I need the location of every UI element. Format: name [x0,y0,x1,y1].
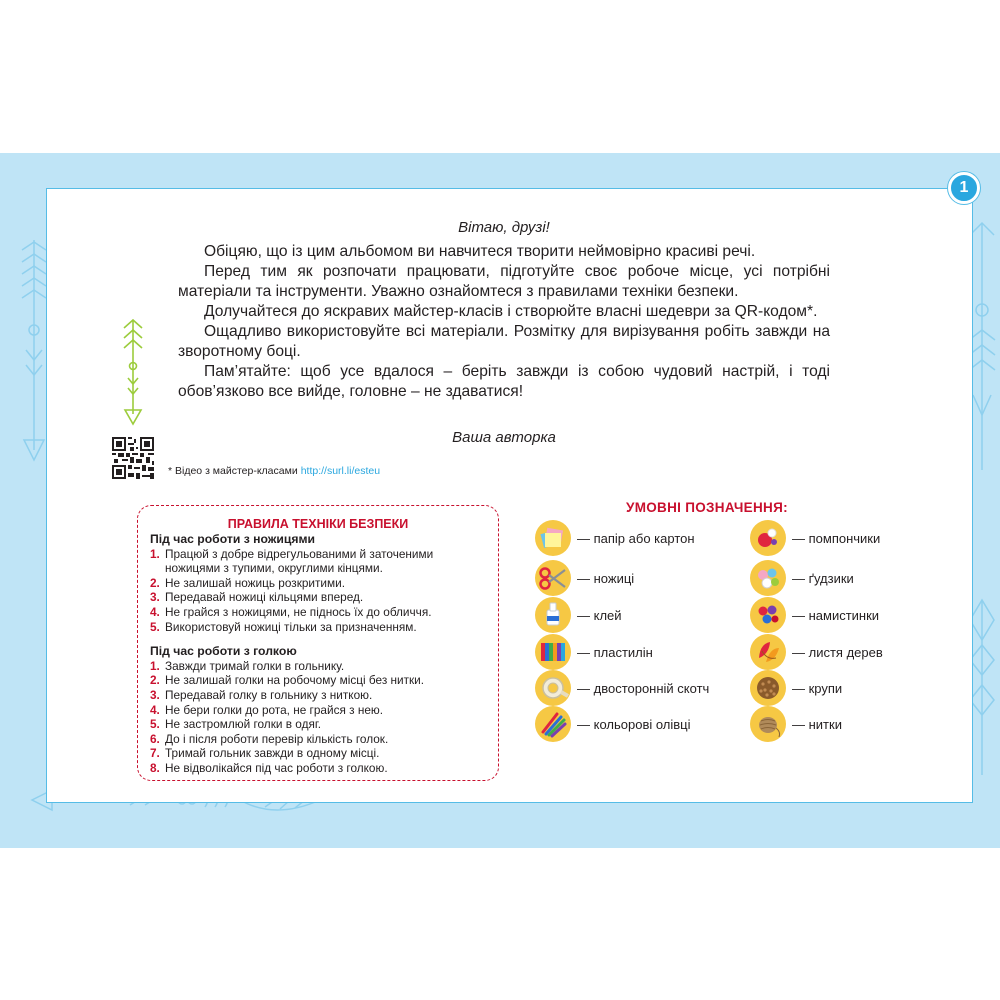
list-item [150,547,486,576]
intro-paragraph: Ощадливо використовуйте всі матеріали. Розмітку для вирізування робіть завжди на зворотному боці. [178,323,830,360]
legend-label: — двосторонній скотч [577,680,710,696]
rule-text: Передавай голку в гольнику з ниткою. [165,687,373,702]
list-item [150,620,486,635]
list-item [150,576,486,591]
legend-item [535,520,695,556]
rule-number: 5. [150,619,160,634]
beads-icon [750,597,786,633]
legend-label: — намистинки [792,607,880,623]
greeting-heading: Вітаю, друзі! [458,219,550,236]
legend-item [535,670,709,706]
list-item [150,746,486,761]
rule-number: 3. [150,687,160,702]
list-item [150,761,486,776]
legend-item [750,597,879,633]
rule-number: 7. [150,746,160,761]
rule-number: 4. [150,702,160,717]
list-item [150,717,486,732]
legend-label: — кольорові олівці [577,716,691,732]
glue-icon [535,597,571,633]
safety-rules-title: ПРАВИЛА ТЕХНІКИ БЕЗПЕКИ [227,517,409,531]
list-item [150,673,486,688]
rule-number: 2. [150,673,160,688]
scissors-rules-list [150,547,486,635]
rule-text: Не залишай голки на робочому місці без нитки. [165,673,425,688]
paper-icon [535,520,571,556]
list-item [150,659,486,674]
video-link[interactable]: http://surl.li/esteu [300,465,381,477]
legend-item [750,634,883,670]
legend-item [750,670,842,706]
leaves-icon [750,634,786,670]
rule-text: Не залишай ножиць розкритими. [165,575,345,590]
legend-label: — листя дерев [792,644,883,660]
legend-label: — крупи [792,680,843,696]
list-item [150,688,486,703]
thread-icon [750,706,786,742]
rule-number: 6. [150,731,160,746]
video-note-text: * Відео з майстер-класами [168,465,298,477]
rule-text: Передавай ножиці кільцями вперед. [165,590,364,605]
intro-paragraph: Пам’ятайте: щоб усе вдалося – беріть завжди із собою чудовий настрій, і тоді обов’язково все вийде, головне – не здаватися! [178,363,830,400]
legend-item [750,520,880,556]
green-arrow-ornament-icon [120,318,146,426]
rule-text: Не відволікайся під час роботи з голкою. [165,760,388,775]
legend-label: — ґудзики [792,570,854,586]
pompom-icon [750,520,786,556]
list-item [150,605,486,620]
list-item [150,732,486,747]
page-number-badge: 1 [948,172,980,204]
safety-rules-box [137,505,499,781]
needle-rules-list [150,659,486,776]
tape-icon [535,670,571,706]
legend-title: УМОВНІ ПОЗНАЧЕННЯ: [626,500,788,515]
grains-icon [750,670,786,706]
needle-rules-heading: Під час роботи з голкою [150,644,297,659]
rule-number: 5. [150,717,160,732]
rule-text: Тримай гольник завжди в одному місці. [165,746,380,761]
rule-number: 8. [150,760,160,775]
legend-item [535,560,634,596]
rule-text: Завжди тримай голки в гольнику. [165,658,345,673]
legend-item [535,634,653,670]
legend-label: — помпончики [792,530,881,546]
intro-text [178,242,830,402]
plasticine-icon [535,634,571,670]
rule-text: Не грайся з ножицями, не піднось їх до обличчя. [165,604,432,619]
rule-number: 3. [150,590,160,605]
legend-item [750,706,842,742]
pencils-icon [535,706,571,742]
list-item [150,590,486,605]
video-note [168,465,380,477]
rule-text: Працюй з добре відрегульованими й заточеними ножицями з тупими, округлими кінцями. [165,546,434,576]
legend-label: — ножиці [577,570,635,586]
legend-label: — нитки [792,716,842,732]
buttons-icon [750,560,786,596]
legend-label: — пластилін [577,644,653,660]
scissors-icon [535,560,571,596]
legend-label: — папір або картон [577,530,695,546]
list-item [150,703,486,718]
intro-paragraph: Долучайтеся до яскравих майстер-класів і створюйте власні шедеври за QR-кодом*. [204,303,818,320]
legend-item [535,597,622,633]
author-signature: Ваша авторка [452,429,556,446]
legend-item [535,706,691,742]
rule-text: Не бери голки до рота, не грайся з нею. [165,702,384,717]
intro-paragraph: Перед тим як розпочати працювати, підготуйте своє робоче місце, усі потрібні матеріали та інструменти. Уважно ознайомтеся з правилами техніки безпеки. [178,263,830,300]
intro-paragraph: Обіцяю, що із цим альбомом ви навчитеся творити неймовірно красиві речі. [204,243,756,260]
rule-number: 1. [150,658,160,673]
rule-number: 1. [150,546,160,561]
rule-number: 2. [150,575,160,590]
rule-text: До і після роботи перевір кількість голок. [165,731,389,746]
scissors-rules-heading: Під час роботи з ножицями [150,532,316,546]
legend-item [750,560,854,596]
rule-number: 4. [150,604,160,619]
qr-code-icon[interactable] [112,437,154,479]
rule-text: Не застромлюй голки в одяг. [165,717,321,732]
rule-text: Використовуй ножиці тільки за призначенням. [165,619,417,634]
legend-label: — клей [577,607,622,623]
